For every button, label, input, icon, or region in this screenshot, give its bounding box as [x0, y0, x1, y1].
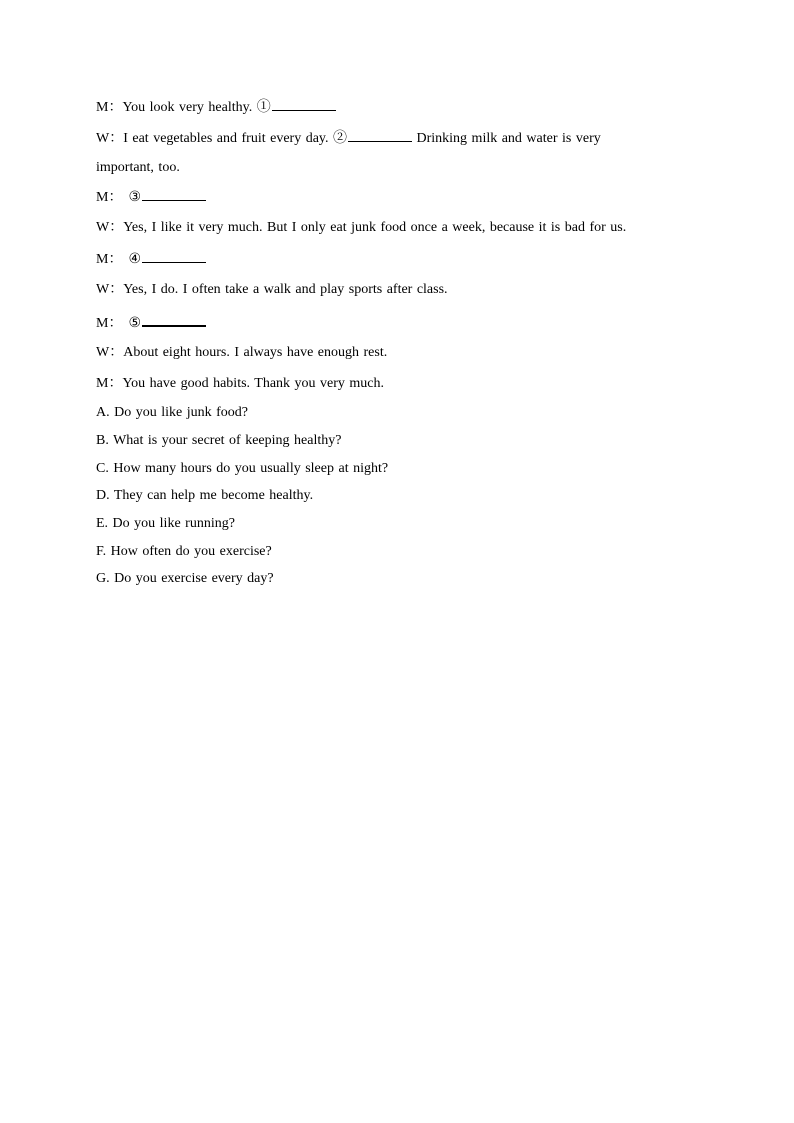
answer-blank-1[interactable]: [272, 98, 336, 111]
dialogue-line-3: [96, 188, 206, 207]
dialogue-line-2: [96, 129, 601, 148]
option-e: E. Do you like running?: [96, 516, 235, 531]
dialogue-line-2-continuation: [96, 159, 180, 177]
dialogue-line-1: [96, 98, 336, 117]
blank-number: ④: [128, 251, 142, 267]
speaker-label: W：: [96, 345, 124, 360]
option-b: B. What is your secret of keeping healthy?: [96, 433, 342, 448]
dialogue-line-6: [96, 281, 448, 299]
dialogue-line-8: [96, 344, 387, 362]
speaker-label: M：: [96, 316, 123, 331]
speaker-label: M：: [96, 190, 123, 205]
dialogue-text: You have good habits. Thank you very much.: [122, 376, 385, 391]
dialogue-text: Yes, I do. I often take a walk and play sports after class.: [123, 282, 448, 297]
answer-blank-2[interactable]: [348, 129, 412, 142]
blank-number: ②: [333, 131, 347, 146]
dialogue-line-4: [96, 219, 626, 237]
blank-number: ①: [256, 100, 271, 115]
speaker-label: M：: [96, 252, 123, 267]
speaker-label: W：: [96, 220, 124, 235]
dialogue-line-9: [96, 375, 384, 393]
dialogue-text-continued: Drinking milk and water is very: [412, 131, 601, 146]
option-d: D. They can help me become healthy.: [96, 488, 314, 503]
dialogue-line-5: [96, 250, 206, 269]
blank-number: ③: [128, 189, 142, 205]
speaker-label: M：: [96, 100, 123, 115]
speaker-label: W：: [96, 282, 124, 297]
dialogue-text: About eight hours. I always have enough rest.: [123, 345, 388, 360]
speaker-label: M：: [96, 376, 123, 391]
option-c: C. How many hours do you usually sleep at night?: [96, 461, 389, 476]
answer-blank-4[interactable]: [142, 250, 206, 263]
option-a: A. Do you like junk food?: [96, 405, 248, 420]
option-f: F. How often do you exercise?: [96, 544, 272, 559]
answer-blank-5[interactable]: [142, 313, 206, 327]
blank-number: ⑤: [128, 315, 142, 331]
dialogue-text: I eat vegetables and fruit every day.: [123, 131, 333, 146]
dialogue-text: Yes, I like it very much. But I only eat junk food once a week, because it is bad for us.: [123, 220, 627, 235]
option-g: G. Do you exercise every day?: [96, 571, 274, 586]
dialogue-line-7: [96, 313, 206, 333]
dialogue-text: important, too.: [96, 160, 180, 175]
answer-blank-3[interactable]: [142, 188, 206, 201]
speaker-label: W：: [96, 131, 124, 146]
dialogue-text: You look very healthy.: [122, 100, 257, 115]
